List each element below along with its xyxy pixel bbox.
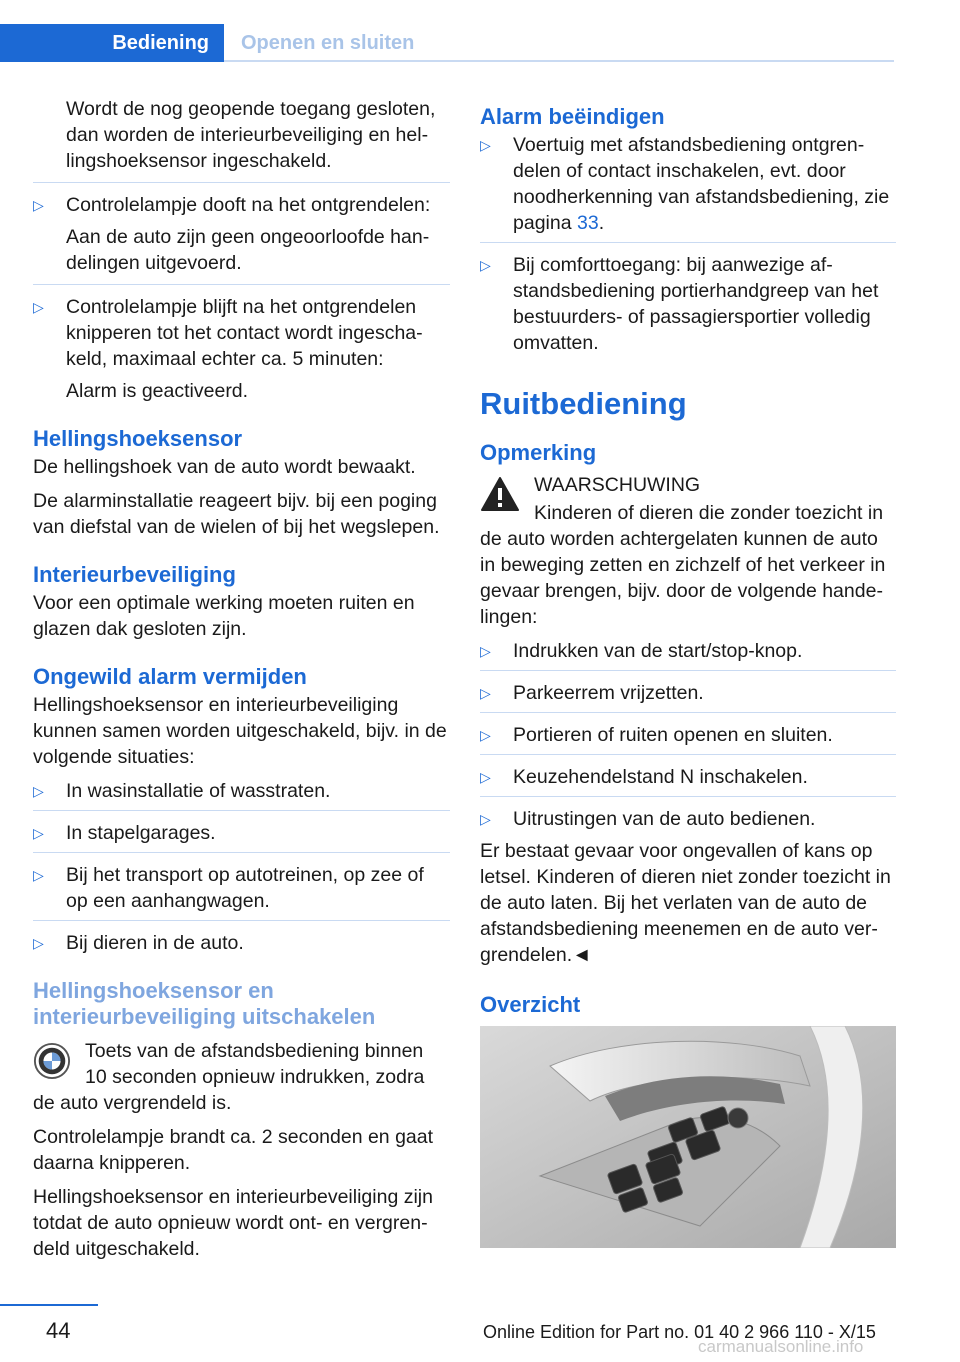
- bullet-triangle-icon: ▷: [33, 825, 44, 841]
- page-number: 44: [46, 1318, 71, 1343]
- warning-triangle-icon: [480, 476, 520, 512]
- warning-title: WAARSCHUWING: [534, 474, 701, 496]
- heading-ruitbediening: Ruitbediening: [480, 386, 687, 421]
- list-item: ▷ Indrukken van de start/stop-knop.: [480, 640, 803, 662]
- bullet-triangle-icon: ▷: [480, 257, 491, 273]
- paragraph: Hellingshoeksensor en interieurbeveiliging kunnen samen worden uitgeschakeld, bijv. in de volgende situaties:: [33, 694, 447, 768]
- page-header: [0, 0, 960, 62]
- divider: [480, 796, 896, 797]
- paragraph-closing-access: Wordt de nog geopende toegang gesloten, dan worden de interieurbeveiliging en hellingshoeksensor ingeschakeld.: [66, 98, 436, 172]
- bullet-triangle-icon: ▷: [480, 137, 491, 153]
- list-item: ▷ Bij comforttoegang: bij aanwezige afstandsbediening portierhandgreep van het bestuurders- of passagiersportier volledig omvatten.: [480, 254, 879, 354]
- divider: [33, 182, 450, 183]
- list-item: ▷ Bij het transport op autotreinen, op zee of op een aanhangwagen.: [33, 864, 424, 912]
- page-number-rule: [0, 1304, 98, 1306]
- bullet-triangle-icon: ▷: [33, 783, 44, 799]
- list-item: ▷ In stapelgarages.: [33, 822, 216, 844]
- bullet-triangle-icon: ▷: [480, 769, 491, 785]
- section-tab-inactive[interactable]: Openen en sluiten: [224, 24, 894, 62]
- watermark: carmanualsonline.info: [698, 1337, 864, 1356]
- divider: [33, 852, 450, 853]
- paragraph: Controlelampje brandt ca. 2 seconden en gaat daarna knipperen.: [33, 1126, 434, 1174]
- list-item-detail: Alarm is geactiveerd.: [66, 380, 249, 402]
- warning-block: [480, 472, 896, 630]
- bullet-triangle-icon: ▷: [33, 197, 44, 213]
- divider: [480, 670, 896, 671]
- bmw-logo-icon: [33, 1042, 71, 1080]
- list-item: ▷ Controlelampje blijft na het ontgrendelen knipperen tot het contact wordt ingeschakeld, maximaal echter ca. 5 minuten:: [33, 296, 423, 370]
- paragraph: De alarminstallatie reageert bijv. bij een poging van diefstal van de wielen of bij het wegslepen.: [33, 490, 440, 538]
- bullet-triangle-icon: ▷: [480, 685, 491, 701]
- divider: [33, 284, 450, 285]
- page-reference-link[interactable]: 33: [576, 212, 599, 234]
- paragraph: Hellingshoeksensor en interieurbeveiliging zijn totdat de auto opnieuw wordt ont- en vergrendeld uitgeschakeld.: [33, 1186, 433, 1260]
- bullet-triangle-icon: ▷: [33, 299, 44, 315]
- bullet-triangle-icon: ▷: [480, 727, 491, 743]
- bullet-triangle-icon: ▷: [480, 811, 491, 827]
- paragraph: Voor een optimale werking moeten ruiten en glazen dak gesloten zijn.: [33, 592, 415, 640]
- paragraph: Toets van de afstandsbediening binnen 10 seconden opnieuw indrukken, zodra de auto vergrendeld is.: [33, 1040, 425, 1114]
- heading-overzicht: Overzicht: [480, 992, 581, 1017]
- left-column: [33, 96, 450, 1270]
- list-item: ▷ In wasinstallatie of wasstraten.: [33, 780, 331, 802]
- bullet-triangle-icon: ▷: [33, 935, 44, 951]
- edition-footer: Online Edition for Part no. 01 40 2 966 110 - X/15: [483, 1322, 876, 1342]
- list-item: ▷ Bij dieren in de auto.: [33, 932, 244, 954]
- section-tab-active[interactable]: Bediening: [0, 24, 224, 62]
- list-item: ▷ Voertuig met afstandsbediening ontgrendelen of contact inschakelen, evt. door noodherkenning van afstandsbediening, zie pagina 33.: [480, 134, 890, 234]
- heading-ongewild-alarm: Ongewild alarm vermijden: [33, 664, 307, 689]
- heading-interieurbeveiliging: Interieurbeveiliging: [33, 562, 236, 587]
- list-item-detail: Aan de auto zijn geen ongeoorloofde handelingen uitgevoerd.: [66, 226, 430, 274]
- header-divider: [224, 60, 894, 62]
- heading-hellingshoeksensor: Hellingshoeksensor: [33, 426, 243, 451]
- right-column: [480, 96, 896, 1248]
- bullet-triangle-icon: ▷: [33, 867, 44, 883]
- list-item: ▷ Controlelampje dooft na het ontgrendelen:: [33, 194, 431, 216]
- list-item: ▷ Keuzehendelstand N inschakelen.: [480, 766, 808, 788]
- divider: [480, 242, 896, 243]
- warning-text: Kinderen of dieren die zonder toezicht in de auto worden achtergelaten kunnen de auto in beweging zetten en zichzelf of het verkeer in gevaar brengen, bijv. door de volgende handelingen:: [480, 502, 886, 628]
- heading-uitschakelen: Hellingshoeksensor en interieurbeveiliging uitschakelen: [33, 978, 376, 1029]
- heading-opmerking: Opmerking: [480, 440, 597, 465]
- list-item: ▷ Uitrustingen van de auto bedienen.: [480, 808, 816, 830]
- paragraph-danger: Er bestaat gevaar voor ongevallen of kans op letsel. Kinderen of dieren niet zonder toezicht in de auto laten. Bij het verlaten van de auto de afstandsbediening meenemen en de auto vergrendelen.◄: [480, 840, 891, 966]
- heading-alarm-beeindigen: Alarm beëindigen: [480, 104, 665, 129]
- divider: [33, 810, 450, 811]
- divider: [33, 920, 450, 921]
- list-item: ▷ Parkeerrem vrijzetten.: [480, 682, 704, 704]
- paragraph: De hellingshoek van de auto wordt bewaakt.: [33, 456, 416, 478]
- window-controls-photo: [480, 1026, 896, 1248]
- bullet-triangle-icon: ▷: [480, 643, 491, 659]
- list-item: ▷ Portieren of ruiten openen en sluiten.: [480, 724, 833, 746]
- remote-instruction: [33, 1038, 450, 1116]
- divider: [480, 754, 896, 755]
- divider: [480, 712, 896, 713]
